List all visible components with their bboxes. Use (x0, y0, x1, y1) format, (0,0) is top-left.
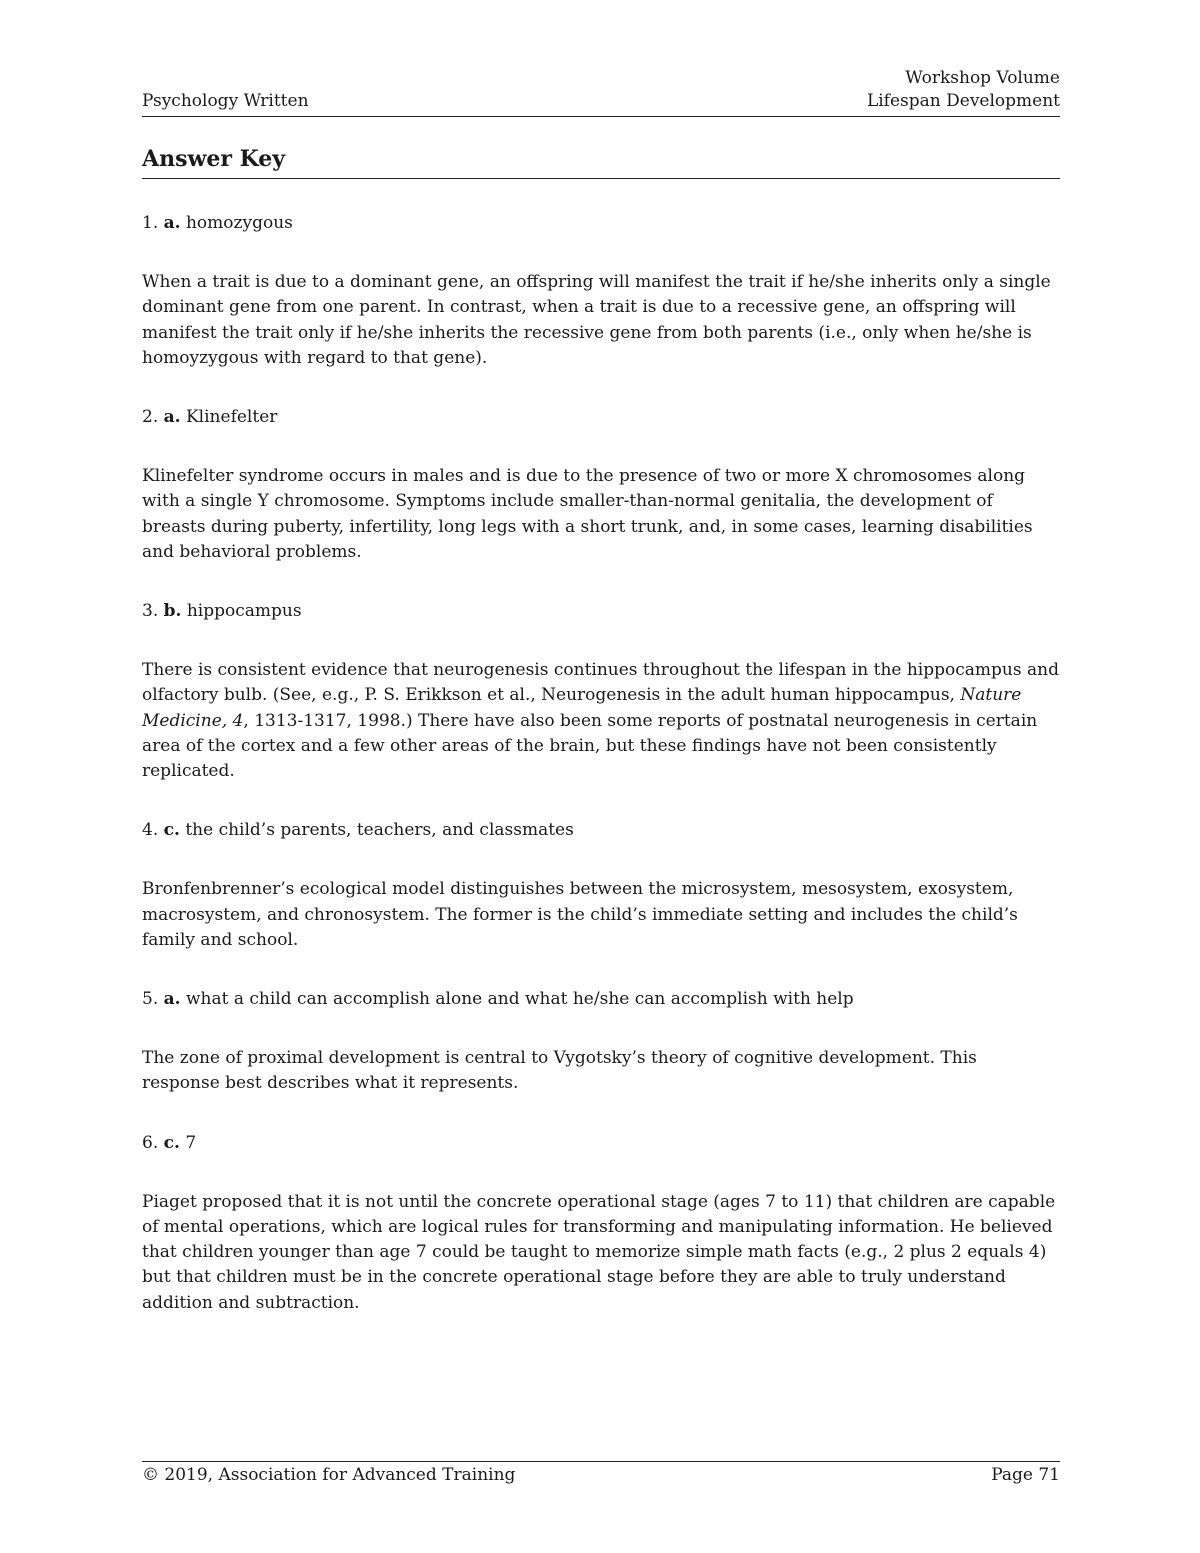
answer-4 (142, 818, 1060, 843)
answer-text: hippocampus (186, 601, 302, 622)
document-page (142, 0, 1060, 1553)
explanation-6: Piaget proposed that it is not until the concrete operational stage (ages 7 to 11) that children are capable of mental operations, which are logical rules for transforming and manipulating information. He believed that children younger than age 7 could be taught to memorize simple math facts (e.g., 2 plus 2 equals 4) but that children must be in the concrete operational stage before they are able to truly understand addition and subtraction. (142, 1191, 1056, 1313)
answer-letter: c. (163, 1132, 180, 1153)
header-volume: Workshop Volume (905, 68, 1060, 88)
answer-letter: a. (163, 989, 181, 1010)
answer-text: 7 (185, 1132, 197, 1153)
answer-letter: a. (163, 213, 181, 233)
answer-number: 2. (142, 407, 159, 428)
answer-letter: b. (163, 601, 182, 622)
page-footer (142, 1461, 1060, 1485)
explanation-3 (142, 658, 1060, 784)
page-header (142, 66, 1060, 117)
explanation-4: Bronfenbrenner’s ecological model distinguishes between the microsystem, mesosystem, exosystem, macrosystem, and chronosystem. The former is the child’s immediate setting and includes the child’s family and school. (142, 879, 1018, 950)
explanation-text-post: , 1313-1317, 1998.) There have also been some reports of postnatal neurogenesis in certain area of the cortex and a few other areas of the brain, but these findings have not been consistently replicated. (142, 710, 1038, 782)
answer-text: the child’s parents, teachers, and classmates (185, 820, 574, 841)
answer-number: 1. (142, 213, 159, 233)
answer-text: homozygous (185, 213, 293, 233)
explanation-1: When a trait is due to a dominant gene, an offspring will manifest the trait if he/she inherits only a single dominant gene from one parent. In contrast, when a trait is due to a recessive gene, an offspring will manifest the trait only if he/she inherits the recessive gene from both parents (i.e., only when he/she is homoyzygous with regard to that gene). (142, 272, 1051, 368)
answer-letter: a. (163, 407, 181, 428)
explanation-text-pre: There is consistent evidence that neurogenesis continues throughout the lifespan in the hippocampus and olfactory bulb. (See, e.g., P. S. Erikkson et al., Neurogenesis in the adult human hippocampus, (142, 660, 1059, 706)
answer-text: Klinefelter (185, 407, 278, 428)
answer-text: what a child can accomplish alone and what he/she can accomplish with help (185, 989, 854, 1010)
answer-5 (142, 987, 1060, 1012)
answer-3 (142, 599, 1060, 624)
answer-6 (142, 1131, 1060, 1156)
answer-2 (142, 405, 1060, 430)
answer-1 (142, 211, 1060, 236)
answer-number: 4. (142, 820, 159, 841)
answer-key-content (142, 211, 1060, 1350)
explanation-2: Klinefelter syndrome occurs in males and is due to the presence of two or more X chromosomes along with a single Y chromosome. Symptoms include smaller-than-normal genitalia, the development of breasts during puberty, infertility, long legs with a short trunk, and, in some cases, learning disabilities and behavioral problems. (142, 466, 1033, 562)
header-subject: Psychology Written (142, 91, 309, 111)
page-title: Answer Key (142, 146, 1060, 179)
answer-number: 3. (142, 601, 159, 622)
answer-letter: c. (163, 820, 180, 841)
answer-number: 6. (142, 1132, 159, 1153)
explanation-5: The zone of proximal development is central to Vygotsky’s theory of cognitive development. This response best describes what it represents. (142, 1048, 977, 1094)
answer-number: 5. (142, 989, 159, 1010)
copyright-notice: © 2019, Association for Advanced Training (142, 1465, 516, 1485)
header-chapter: Lifespan Development (866, 91, 1060, 111)
page-number: Page 71 (991, 1465, 1060, 1485)
journal-citation: Nature Medicine, 4 (142, 685, 1022, 731)
